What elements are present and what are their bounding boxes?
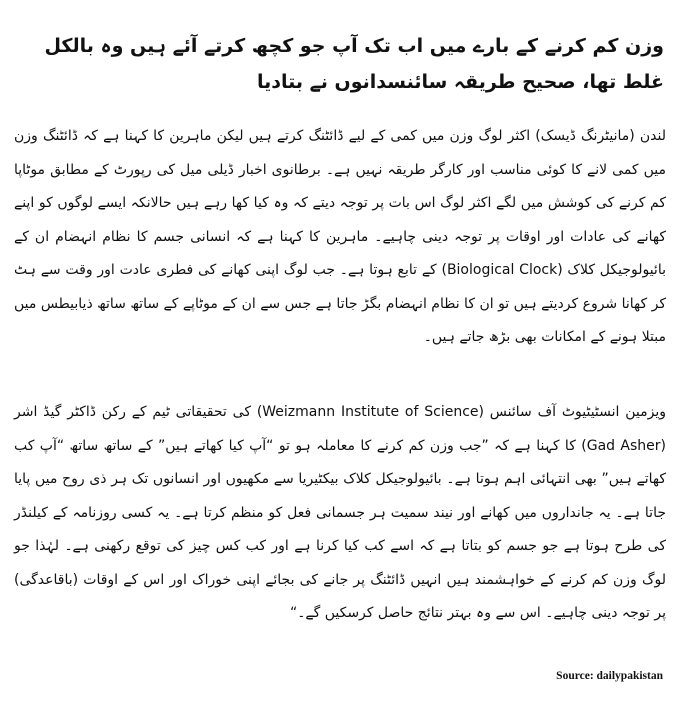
article-paragraph-1: لندن (مانیٹرنگ ڈیسک) اکثر لوگ وزن میں کمی کے لیے ڈائٹنگ کرتے ہیں لیکن ماہرین کا کہنا ہے کہ ڈائٹنگ وزن میں کمی لانے کا کوئی مناسب اور کارگر طریقہ نہیں ہے۔ برطانوی اخبار ڈیلی میل کی رپورٹ کے مطابق موٹاپا کم کرنے کی کوشش میں لگے اکثر لوگ اس بات پر توجہ دیتے کہ وہ کیا کھا رہے ہیں حالانکہ ایسے لوگوں کو اپنے کھانے کی عادات اور اوقات پر توجہ دینی چاہیے۔ ماہرین کا کہنا ہے کہ انسانی جسم کا نظام انہضام ان کے بائیولوجیکل کلاک (Biological Clock) کے تابع ہوتا ہے۔ جب لوگ اپنی کھانے کی فطری عادت اور وقت سے ہٹ کر کھانا شروع کردیتے ہیں تو ان کا نظام انہضام بگڑ جاتا ہے جس سے ان کے موٹاپے کے ساتھ ساتھ ذیابیطس میں مبتلا ہونے کے امکانات بھی بڑھ جاتے ہیں۔	[14, 128, 666, 345]
article-title: وزن کم کرنے کے بارے میں اب تک آپ جو کچھ کرتے آئے ہیں وہ بالکل غلط تھا، صحیح طریقہ سائنسدانوں نے بتادیا	[44, 35, 664, 93]
article-paragraph-2: ویزمین انسٹیٹیوٹ آف سائنس (Weizmann Institute of Science) کی تحقیقاتی ٹیم کے رکن ڈاکٹر گیڈ اشر (Gad Asher) کا کہنا ہے کہ ”جب وزن کم کرنے کا معاملہ ہو تو “آپ کیا کھاتے ہیں” کے ساتھ ساتھ “آپ کب کھاتے ہیں” بھی انتہائی اہم ہوتا ہے۔ بائیولوجیکل کلاک بیکٹیریا سے مکھیوں اور انسانوں تک ہر ذی روح میں پایا جاتا ہے۔ یہ جانداروں میں کھانے اور نیند سمیت ہر جسمانی فعل کو منظم کرتا ہے۔ یہ کسی روزنامہ کے کیلنڈر کی طرح ہوتا ہے جو جسم کو بتاتا ہے کہ اسے کب کیا کرنا ہے اور کب کس چیز کی توقع رکھنی ہے۔ لہٰذا جو لوگ وزن کم کرنے کے خواہشمند ہیں انہیں ڈائٹنگ پر جانے کی بجائے اپنی خوراک اور اس کے اوقات (باقاعدگی) پر توجہ دینی چاہیے۔ اس سے وہ بہتر نتائج حاصل کرسکیں گے۔“	[14, 404, 667, 621]
source-credit: Source: dailypakistan	[556, 670, 663, 682]
